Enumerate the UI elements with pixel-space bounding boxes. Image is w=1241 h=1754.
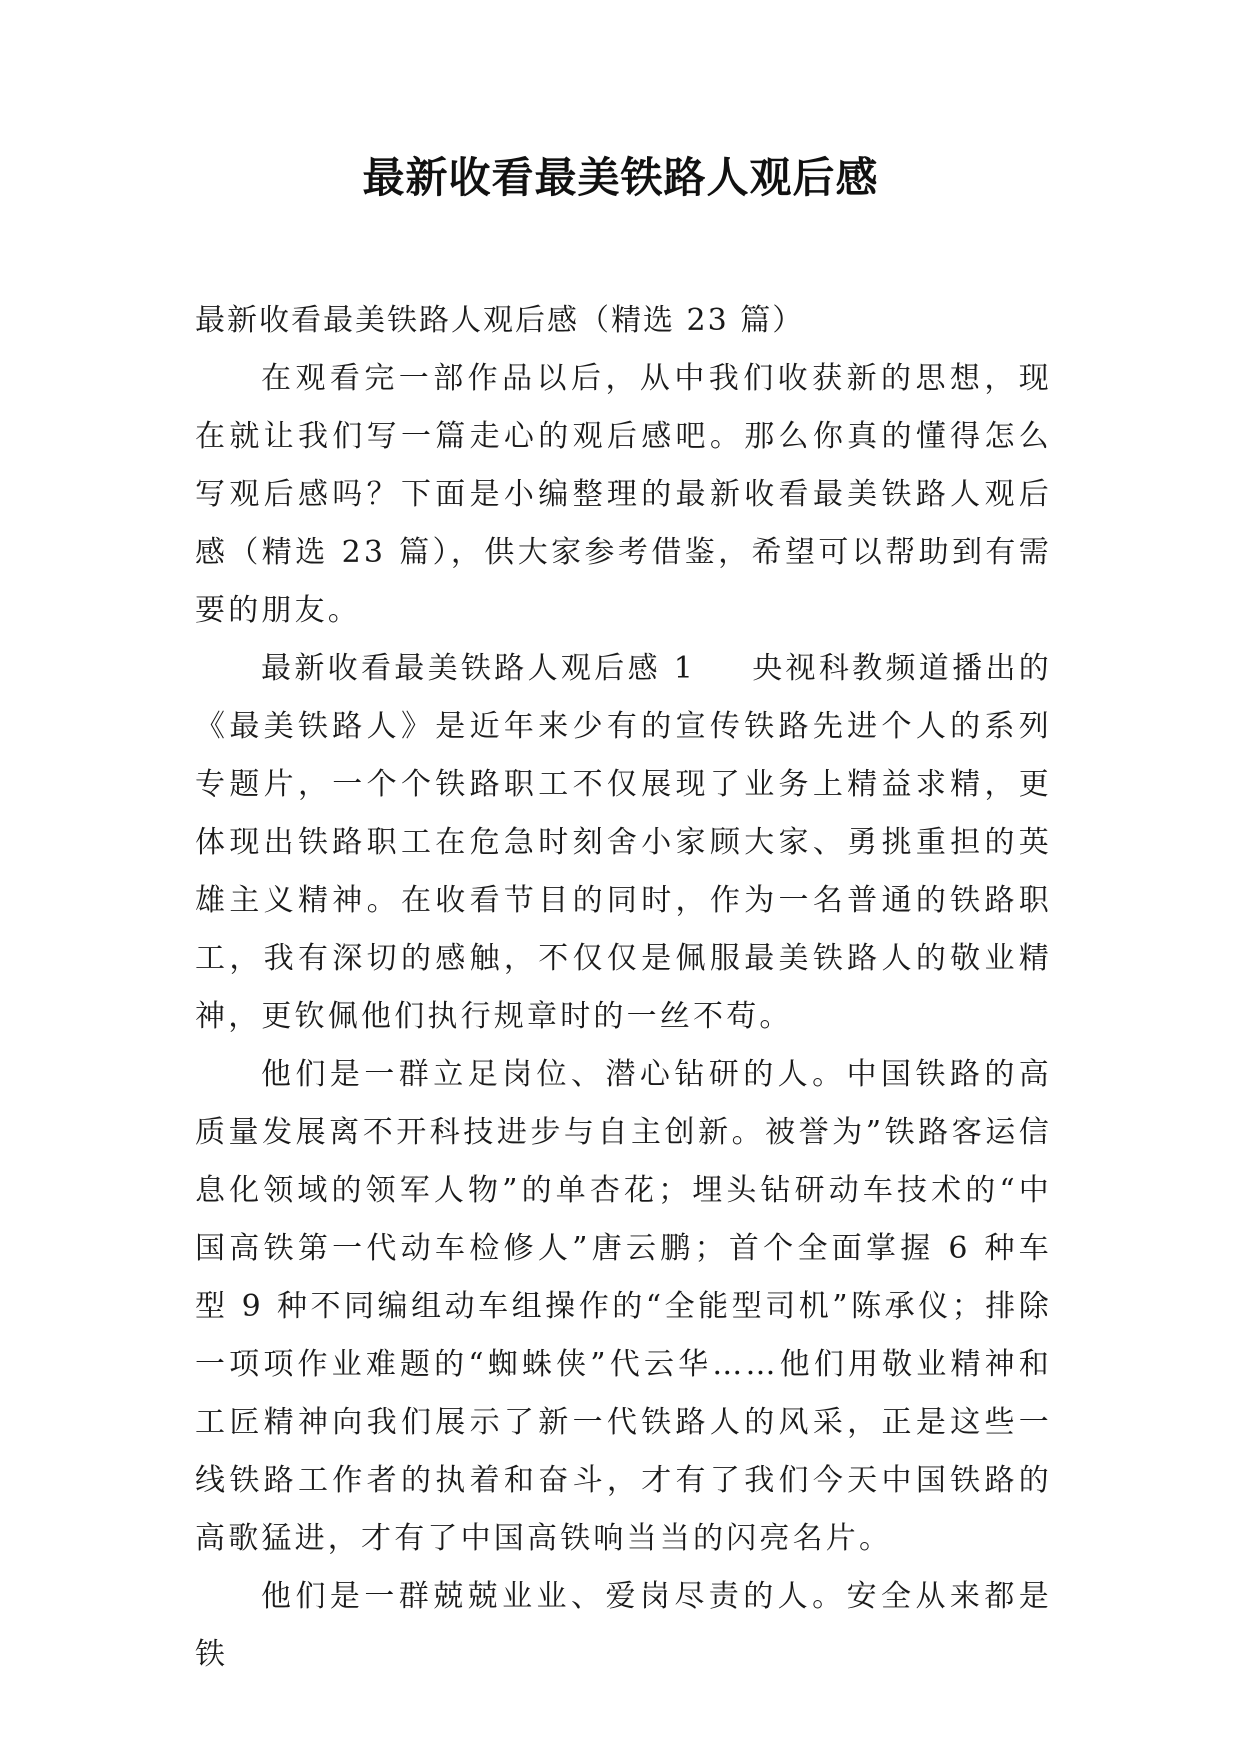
- essay-heading: 最新收看最美铁路人观后感 1: [261, 651, 697, 686]
- body-paragraph-3: 他们是一群兢兢业业、爱岗尽责的人。安全从来都是铁: [195, 1579, 1052, 1672]
- essay-first-text: 央视科教频道播出的《最美铁路人》是近年来少有的宣传铁路先进个人的系列专题片，一个个铁路职工不仅展现了业务上精益求精，更体现出铁路职工在危急时刻舍小家顾大家、勇挑重担的英雄主义精神。在收看节目的同时，作为一名普通的铁路职工，我有深切的感触，不仅仅是佩服最美铁路人的敬业精神，更钦佩他们执行规章时的一丝不苟。: [195, 651, 1052, 1034]
- essay-1-paragraph: [195, 640, 1052, 1046]
- document-title: 最新收看最美铁路人观后感: [362, 153, 879, 202]
- document-subtitle: 最新收看最美铁路人观后感（精选 23 篇）: [195, 303, 805, 338]
- body-paragraph-2: 他们是一群立足岗位、潜心钻研的人。中国铁路的高质量发展离不开科技进步与自主创新。被誉为”铁路客运信息化领域的领军人物”的单杏花；埋头钻研动车技术的“中国高铁第一代动车检修人”唐云鹏；首个全面掌握 6 种车型 9 种不同编组动车组操作的“全能型司机”陈承仪；排除一项项作业难题的“蜘蛛侠”代云华……他们用敬业精神和工匠精神向我们展示了新一代铁路人的风采，正是这些一线铁路工作者的执着和奋斗，才有了我们今天中国铁路的高歌猛进，才有了中国高铁响当当的闪亮名片。: [195, 1057, 1052, 1556]
- intro-paragraph: 在观看完一部作品以后，从中我们收获新的思想，现在就让我们写一篇走心的观后感吧。那么你真的懂得怎么写观后感吗？下面是小编整理的最新收看最美铁路人观后感（精选 23 篇），供大家参考借鉴，希望可以帮助到有需要的朋友。: [195, 361, 1052, 628]
- document-body: [195, 292, 1052, 1684]
